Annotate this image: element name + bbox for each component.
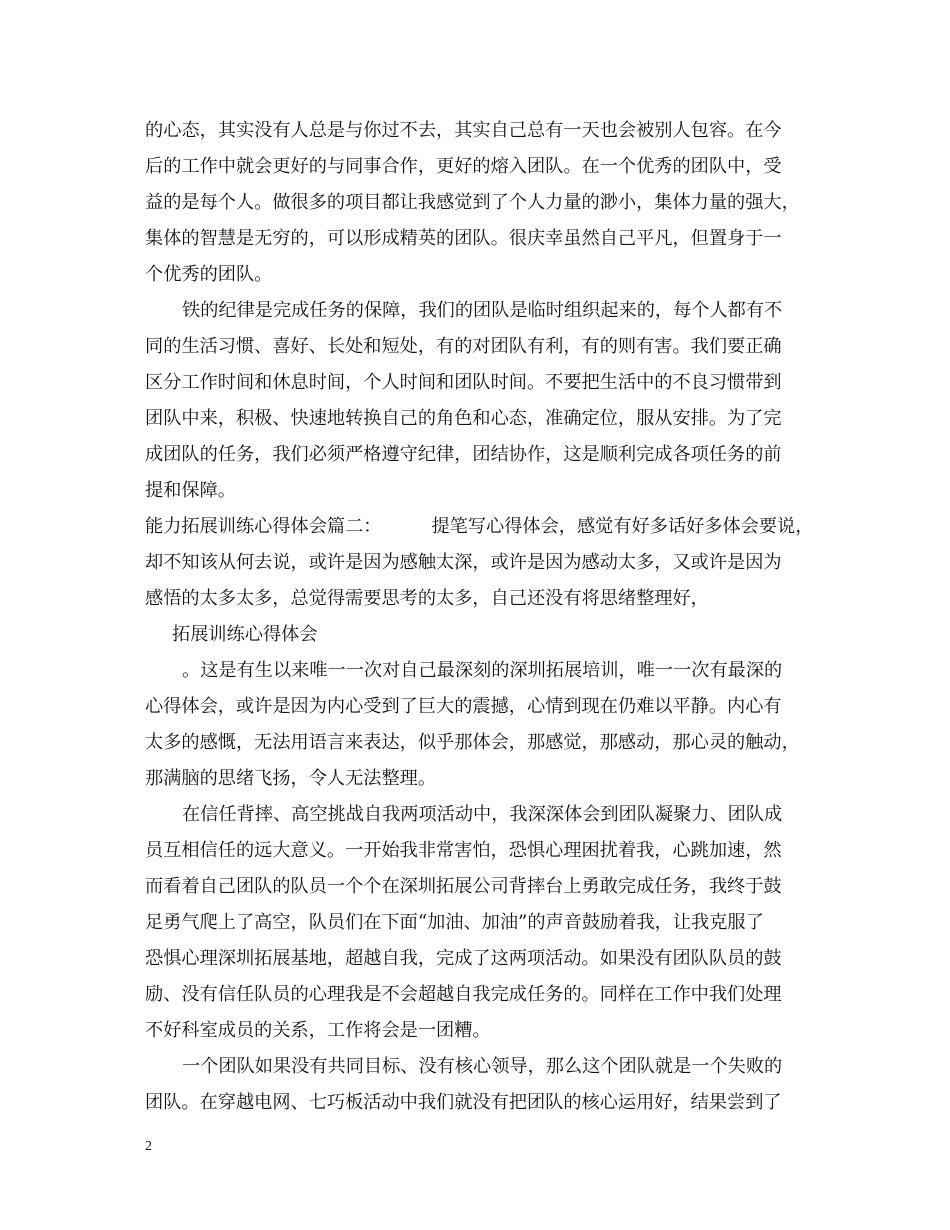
text-line: 团队中来，积极、快速地转换自己的角色和心态，准确定位，服从安排。为了完 — [145, 408, 782, 429]
text-line: 集体的智慧是无穷的，可以形成精英的团队。很庆幸虽然自己平凡，但置身于一 — [145, 228, 782, 249]
text-line: 励、没有信任队员的心理我是不会超越自我完成任务的。同样在工作中我们处理 — [145, 984, 782, 1005]
text-line: 团队。在穿越电网、七巧板活动中我们就没有把团队的核心运用好，结果尝到了 — [145, 1092, 782, 1113]
text-line: 提和保障。 — [145, 480, 236, 501]
document-body — [145, 113, 825, 1121]
text-line: 益的是每个人。做很多的项目都让我感觉到了个人力量的渺小，集体力量的强大， — [145, 192, 800, 213]
text-line: 同的生活习惯、喜好、长处和短处，有的对团队有利，有的则有害。我们要正确 — [145, 336, 782, 357]
text-line: 心得体会，或许是因为内心受到了巨大的震撼，心情到现在仍难以平静。内心有 — [145, 696, 782, 717]
section-heading-line — [145, 509, 825, 545]
paragraph-start-line: 在信任背摔、高空挑战自我两项活动中，我深深体会到团队凝聚力、团队成 — [182, 804, 783, 825]
subheading: 拓展训练心得体会 — [172, 624, 318, 645]
section-heading: 能力拓展训练心得体会篇二： — [145, 516, 382, 537]
text-line: 成团队的任务，我们必须严格遵守纪律，团结协作，这是顺利完成各项任务的前 — [145, 444, 782, 465]
paragraph-start-line: 一个团队如果没有共同目标、没有核心领导，那么这个团队就是一个失败的 — [182, 1056, 783, 1077]
section-intro-text: 提笔写心得体会，感觉有好多话好多体会要说， — [431, 516, 814, 537]
text-line: 那满脑的思绪飞扬，令人无法整理。 — [145, 768, 437, 789]
text-line: 后的工作中就会更好的与同事合作，更好的熔入团队。在一个优秀的团队中，受 — [145, 156, 782, 177]
text-line: 的心态，其实没有人总是与你过不去，其实自己总有一天也会被别人包容。在今 — [145, 120, 782, 141]
text-line: 恐惧心理深圳拓展基地，超越自我，完成了这两项活动。如果没有团队队员的鼓 — [145, 948, 782, 969]
text-line: 却不知该从何去说，或许是因为感触太深，或许是因为感动太多，又或许是因为 — [145, 552, 782, 573]
text-line: 感悟的太多太多，总觉得需要思考的太多，自己还没有将思绪整理好， — [145, 588, 709, 609]
text-line: 太多的感慨，无法用语言来表达，似乎那体会，那感觉，那感动，那心灵的触动， — [145, 732, 800, 753]
paragraph-start-line: 铁的纪律是完成任务的保障，我们的团队是临时组织起来的，每个人都有不 — [182, 300, 783, 321]
text-line: 而看着自己团队的队员一个个在深圳拓展公司背摔台上勇敢完成任务，我终于鼓 — [145, 876, 782, 897]
text-line: 足勇气爬上了高空，队员们在下面“加油、加油”的声音鼓励着我，让我克服了 — [145, 912, 764, 933]
text-line: 员互相信任的远大意义。一开始我非常害怕，恐惧心理困扰着我，心跳加速，然 — [145, 840, 782, 861]
paragraph-start-line: 。这是有生以来唯一一次对自己最深刻的深圳拓展培训，唯一一次有最深的 — [182, 660, 783, 681]
text-line: 区分工作时间和休息时间，个人时间和团队时间。不要把生活中的不良习惯带到 — [145, 372, 782, 393]
page-number: 2 — [145, 1139, 152, 1154]
text-line: 不好科室成员的关系，工作将会是一团糟。 — [145, 1020, 491, 1041]
text-line: 个优秀的团队。 — [145, 264, 273, 285]
